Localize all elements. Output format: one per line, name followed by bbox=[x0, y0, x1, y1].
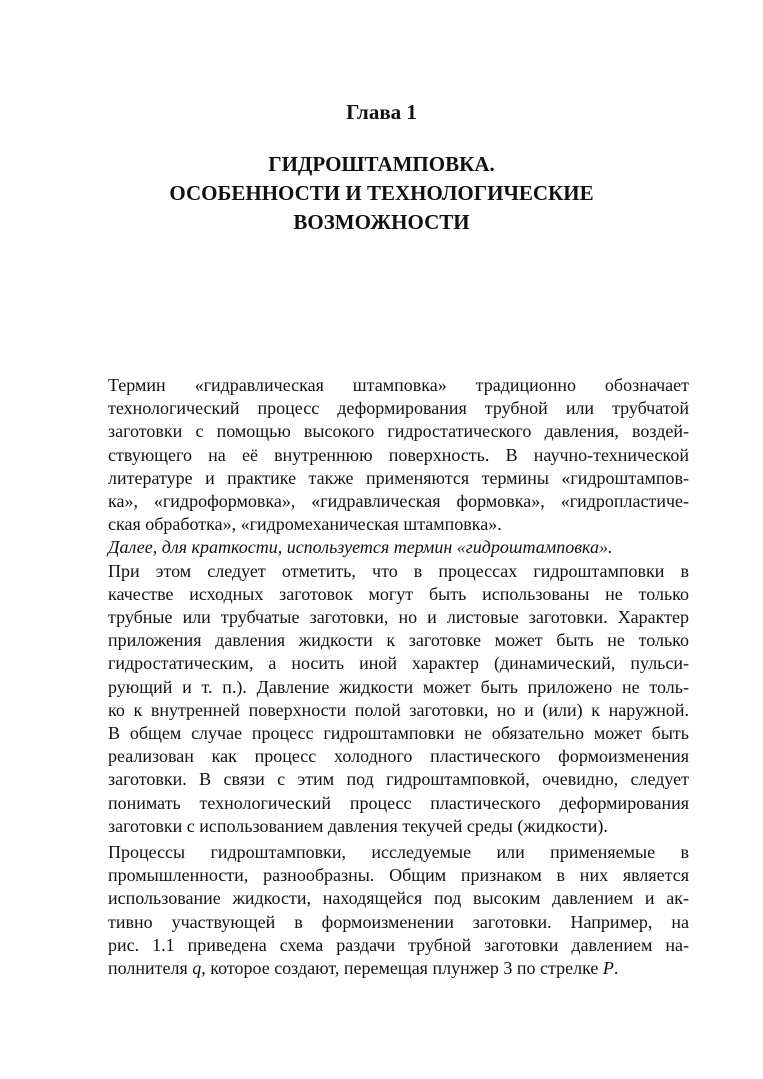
text-line: Процессы гидроштамповки, исследуемые или применяемые в bbox=[108, 842, 689, 863]
variable-q: q bbox=[192, 958, 202, 979]
text-line: В общем случае процесс гидроштамповки не обязательно может быть bbox=[108, 723, 689, 744]
chapter-title-line: ГИДРОШТАМПОВКА. bbox=[268, 152, 495, 176]
text-line: ко к внутренней поверхности полой заготовки, но и (или) к наружной. bbox=[108, 699, 689, 720]
text-line: рующий и т. п.). Давление жидкости может быть приложено не толь- bbox=[108, 676, 689, 697]
text-line-last bbox=[74, 957, 689, 980]
chapter-title-line: ВОЗМОЖНОСТИ bbox=[293, 210, 470, 234]
paragraph-3 bbox=[74, 560, 689, 838]
text-line: технологический процесс деформирования трубной или трубчатой bbox=[108, 398, 689, 419]
text-line: рис. 1.1 приведена схема раздачи трубной заготовки давлением на- bbox=[108, 934, 689, 955]
text-line: качестве исходных заготовок могут быть использованы не только bbox=[108, 583, 689, 604]
text-fragment: . bbox=[613, 958, 619, 979]
text-line: Далее, для краткости, используется термин «гидроштамповка». bbox=[108, 537, 613, 558]
text-line: При этом следует отметить, что в процессах гидроштамповки в bbox=[108, 560, 689, 581]
text-line: ская обработка», «гидромеханическая штамповка». bbox=[108, 514, 502, 535]
text-line: промышленности, разнообразны. Общим признаком в них является bbox=[108, 865, 689, 886]
chapter-title-line: ОСОБЕННОСТИ И ТЕХНОЛОГИЧЕСКИЕ bbox=[169, 181, 594, 205]
text-line: заготовки с использованием давления текучей среды (жидкости). bbox=[108, 815, 608, 836]
text-line: ка», «гидроформовка», «гидравлическая формовка», «гидропластиче- bbox=[108, 491, 689, 512]
text-line: понимать технологический процесс пластического деформирования bbox=[108, 792, 689, 813]
text-fragment: , которое создают, перемещая плунжер 3 по стрелке bbox=[201, 958, 603, 979]
paragraph-2-italic-note bbox=[74, 536, 689, 559]
text-line: гидростатическим, а носить иной характер (динамический, пульси- bbox=[108, 653, 689, 674]
text-line: реализован как процесс холодного пластического формоизменения bbox=[108, 746, 689, 767]
text-line: тивно участвующей в формоизменении заготовки. Например, на bbox=[108, 911, 689, 932]
paragraph-4 bbox=[74, 841, 689, 980]
text-line: заготовки с помощью высокого гидростатического давления, воздей- bbox=[108, 421, 689, 442]
chapter-title bbox=[80, 150, 683, 237]
text-line: литературе и практике также применяются термины «гидроштампов- bbox=[108, 467, 689, 488]
text-line: приложения давления жидкости к заготовке может быть не только bbox=[108, 630, 689, 651]
text-fragment: полнителя bbox=[108, 958, 193, 979]
chapter-label: Глава 1 bbox=[346, 100, 417, 124]
text-line: использование жидкости, находящейся под высоким давлением и ак- bbox=[108, 888, 689, 909]
variable-p: P bbox=[602, 958, 614, 979]
text-line: Термин «гидравлическая штамповка» традиционно обозначает bbox=[108, 375, 689, 395]
paragraph-1 bbox=[74, 374, 689, 536]
text-line: заготовки. В связи с этим под гидроштамповкой, очевидно, следует bbox=[108, 769, 689, 790]
body-text bbox=[74, 374, 689, 980]
text-line: трубные или трубчатые заготовки, но и листовые заготовки. Характер bbox=[108, 607, 689, 628]
text-line: ствующего на её внутреннюю поверхность. В научно-технической bbox=[108, 444, 689, 465]
